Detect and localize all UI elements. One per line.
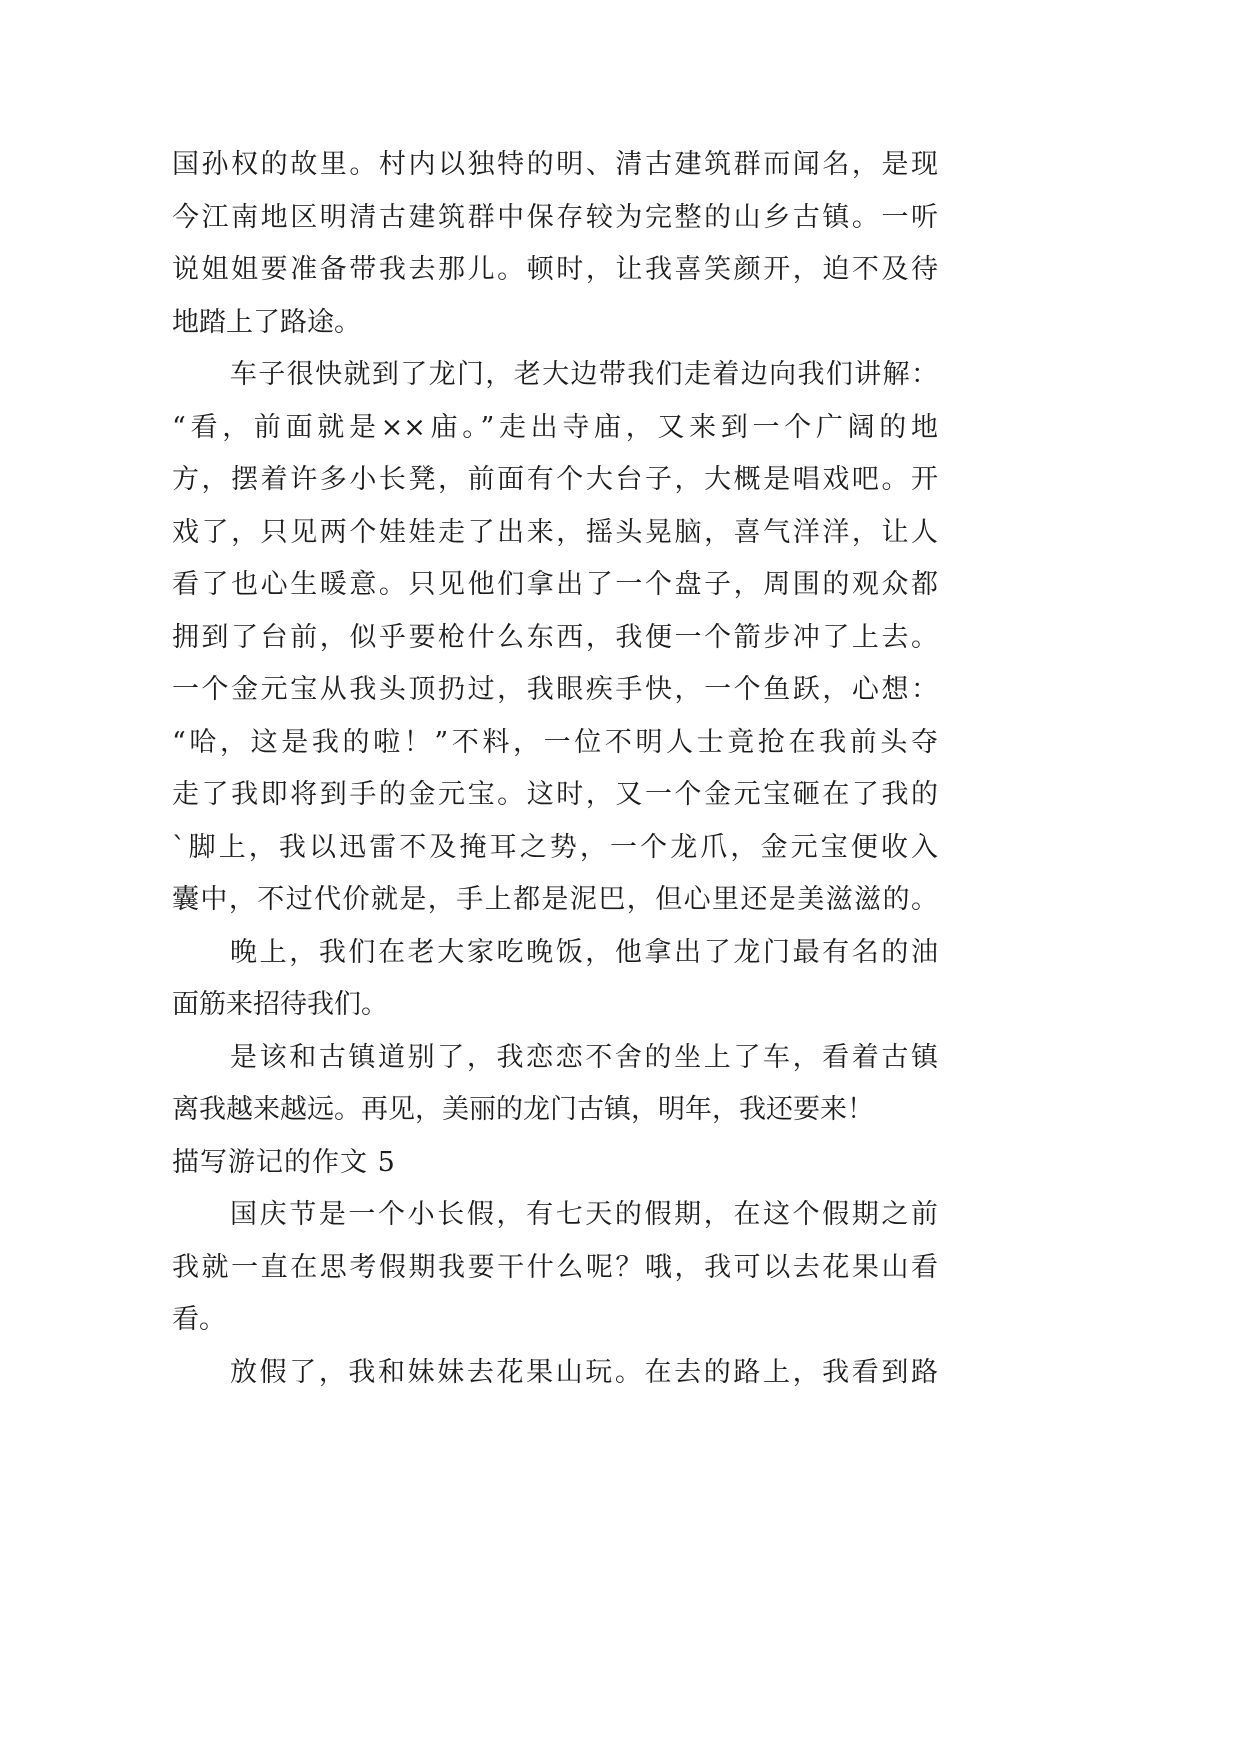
- text-line: 晚上，我们在老大家吃晚饭，他拿出了龙门最有名的油: [230, 936, 938, 968]
- text-line: 今江南地区明清古建筑群中保存较为完整的山乡古镇。一听: [172, 201, 938, 233]
- text-line: 一个金元宝从我头顶扔过，我眼疾手快，一个鱼跃，心想：: [172, 674, 938, 705]
- text-line: 拥到了台前，似乎要枪什么东西，我便一个箭步冲了上去。: [172, 621, 938, 653]
- text-line: 走了我即将到手的金元宝。这时，又一个金元宝砸在了我的: [172, 779, 938, 810]
- text-line: 我就一直在思考假期我要干什么呢？哦，我可以去花果山看: [172, 1251, 938, 1283]
- text-line: 方，摆着许多小长凳，前面有个大台子，大概是唱戏吧。开: [172, 464, 938, 495]
- text-line: 是该和古镇道别了，我恋恋不舍的坐上了车，看着古镇: [230, 1041, 938, 1073]
- text-line: 放假了，我和妹妹去花果山玩。在去的路上，我看到路: [230, 1356, 938, 1388]
- text-line: 戏了，只见两个娃娃走了出来，摇头晃脑，喜气洋洋，让人: [172, 516, 938, 548]
- text-line: “哈，这是我的啦！”不料，一位不明人士竟抢在我前头夺: [172, 726, 938, 758]
- text-line: 地踏上了路途。: [172, 306, 361, 338]
- paragraph: [172, 927, 938, 1032]
- text-line: 车子很快就到了龙门，老大边带我们走着边向我们讲解：: [230, 359, 938, 390]
- section-heading: 描写游记的作文 5: [172, 1146, 396, 1178]
- paragraph: [172, 1189, 938, 1347]
- paragraph: [172, 139, 938, 349]
- text-line: 面筋来招待我们。: [172, 989, 388, 1020]
- text-line: 国孙权的故里。村内以独特的明、清古建筑群而闻名，是现: [172, 149, 938, 180]
- paragraph: [172, 1347, 938, 1400]
- paragraph: [172, 1032, 938, 1137]
- text-line: 离我越来越远。再见，美丽的龙门古镇，明年，我还要来！: [172, 1094, 874, 1125]
- text-line: `脚上，我以迅雷不及掩耳之势，一个龙爪，金元宝便收入: [172, 831, 938, 863]
- text-line: 看。: [172, 1304, 226, 1335]
- paragraph: [172, 349, 938, 927]
- text-line: 囊中，不过代价就是，手上都是泥巴，但心里还是美滋滋的。: [172, 884, 938, 915]
- text-line: “看，前面就是××庙。”走出寺庙，又来到一个广阔的地: [172, 411, 938, 443]
- document-page: [172, 139, 938, 1399]
- text-line: 国庆节是一个小长假，有七天的假期，在这个假期之前: [230, 1199, 938, 1230]
- text-line: 说姐姐要准备带我去那儿。顿时，让我喜笑颜开，迫不及待: [172, 254, 938, 285]
- text-line: 看了也心生暖意。只见他们拿出了一个盘子，周围的观众都: [172, 569, 938, 600]
